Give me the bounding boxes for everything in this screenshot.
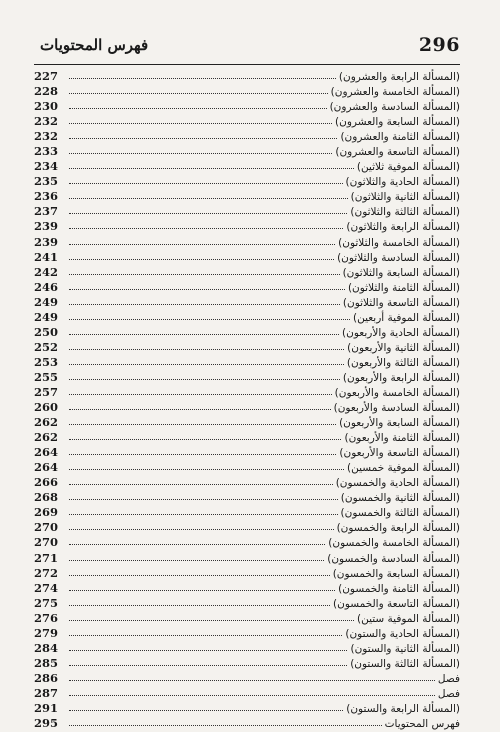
toc-entry [34, 551, 460, 566]
toc-page-number: 230 [34, 99, 59, 114]
toc-entry [34, 235, 460, 250]
toc-entry [34, 159, 460, 174]
dot-leader [69, 355, 344, 365]
dot-leader [69, 490, 338, 500]
dot-leader [69, 189, 348, 199]
toc-page-number: 285 [34, 655, 59, 670]
dot-leader [69, 581, 335, 591]
dot-leader [69, 430, 341, 440]
toc-page-number: 242 [34, 264, 59, 279]
dot-leader [69, 340, 344, 350]
dot-leader [69, 626, 342, 636]
toc-entry-title: (المسألة الخامسة والعشرون) [330, 86, 460, 99]
toc-entry [34, 445, 460, 460]
dot-leader [69, 174, 343, 184]
toc-page-number: 270 [34, 520, 59, 535]
toc-page-number: 269 [34, 505, 59, 520]
dot-leader [69, 686, 435, 696]
table-of-contents [34, 69, 460, 731]
toc-entry-title: (المسألة الحادية والأربعون) [342, 326, 460, 339]
toc-entry-title: (المسألة التاسعة والعشرون) [335, 146, 460, 159]
toc-entry-title: (المسألة الحادية والستون) [345, 627, 460, 640]
dot-leader [69, 280, 345, 290]
toc-entry [34, 370, 460, 385]
dot-leader [69, 84, 328, 94]
toc-entry [34, 641, 460, 656]
dot-leader [69, 701, 343, 711]
dot-leader [69, 144, 332, 154]
toc-entry-title: فصل [437, 687, 460, 700]
toc-entry-title: (المسألة التاسعة والأربعون) [339, 447, 460, 460]
toc-entry-title: (المسألة الرابعة والستون) [346, 702, 460, 715]
toc-page-number: 257 [34, 384, 59, 399]
toc-entry-title: (المسألة الحادية والثلاثون) [345, 176, 460, 189]
toc-page-number: 237 [34, 204, 59, 219]
toc-entry [34, 129, 460, 144]
toc-entry-title: (المسألة الرابعة والأربعون) [342, 371, 460, 384]
toc-entry [34, 671, 460, 686]
page-header [34, 30, 460, 64]
toc-page-number: 250 [34, 324, 59, 339]
toc-entry-title: (المسألة الرابعة والعشرون) [338, 71, 460, 83]
toc-page-number: 249 [34, 294, 59, 309]
toc-page-number: 284 [34, 640, 59, 655]
toc-page-number: 266 [34, 475, 59, 490]
toc-entry [34, 686, 460, 701]
dot-leader [69, 385, 332, 395]
toc-entry [34, 99, 460, 114]
toc-entry-title: (المسألة الثالثة والخمسون) [340, 507, 460, 520]
dot-leader [69, 129, 337, 139]
toc-entry [34, 520, 460, 535]
toc-entry [34, 701, 460, 716]
dot-leader [69, 159, 354, 169]
toc-entry-title: (المسألة التاسعة والخمسون) [333, 597, 460, 610]
toc-entry [34, 566, 460, 581]
toc-page-number: 276 [34, 610, 59, 625]
dot-leader [69, 445, 336, 455]
toc-entry [34, 460, 460, 475]
toc-page-number: 249 [34, 309, 59, 324]
toc-entry [34, 626, 460, 641]
toc-entry-title: (المسألة السابعة والعشرون) [335, 116, 460, 129]
toc-page-number: 264 [34, 445, 59, 460]
dot-leader [69, 460, 344, 470]
toc-entry [34, 716, 460, 731]
toc-entry [34, 250, 460, 265]
toc-entry [34, 656, 460, 671]
toc-page-number: 262 [34, 430, 59, 445]
toc-entry [34, 611, 460, 626]
toc-entry [34, 430, 460, 445]
dot-leader [69, 219, 343, 229]
toc-entry-title: فهرس المحتويات [384, 718, 460, 731]
dot-leader [69, 611, 354, 621]
toc-page-number: 274 [34, 580, 59, 595]
toc-page-number: 239 [34, 234, 59, 249]
toc-entry-title: (المسألة الثامنة والأربعون) [344, 432, 460, 445]
toc-entry-title: (المسألة السادسة والأربعون) [333, 402, 460, 415]
toc-entry [34, 310, 460, 325]
dot-leader [69, 99, 327, 109]
dot-leader [69, 566, 330, 576]
dot-leader [69, 204, 347, 214]
toc-page-number: 236 [34, 189, 59, 204]
toc-entry [34, 280, 460, 295]
toc-entry-title: (المسألة الثالثة والستون) [350, 657, 460, 670]
toc-entry [34, 535, 460, 550]
toc-entry-title: (المسألة السادسة والعشرون) [329, 101, 460, 114]
toc-entry-title: (المسألة التاسعة والثلاثون) [342, 296, 460, 309]
toc-page-number: 268 [34, 490, 59, 505]
toc-entry-title: (المسألة الخامسة والخمسون) [328, 537, 460, 550]
dot-leader [69, 671, 435, 681]
dot-leader [69, 370, 340, 380]
toc-page-number: 253 [34, 354, 59, 369]
toc-entry [34, 415, 460, 430]
toc-page-number: 232 [34, 129, 59, 144]
toc-page-number: 279 [34, 625, 59, 640]
toc-page-number: 295 [34, 716, 59, 731]
toc-page-number: 262 [34, 415, 59, 430]
toc-entry [34, 355, 460, 370]
toc-entry [34, 265, 460, 280]
toc-entry-title: (المسألة الثامنة والعشرون) [340, 131, 460, 144]
toc-page-number: 270 [34, 535, 59, 550]
toc-page-number: 227 [34, 69, 59, 83]
header-rule [34, 64, 460, 65]
toc-page-number: 260 [34, 400, 59, 415]
toc-page-number: 235 [34, 174, 59, 189]
dot-leader [69, 114, 332, 124]
dot-leader [69, 716, 382, 726]
dot-leader [69, 400, 331, 410]
toc-entry-title: (المسألة الموفية ثلاثين) [356, 161, 460, 174]
toc-entry-title: (المسألة السادسة والخمسون) [327, 552, 460, 565]
toc-entry [34, 84, 460, 99]
toc-entry [34, 505, 460, 520]
toc-entry-title: (المسألة الموفية أربعين) [352, 311, 460, 324]
dot-leader [69, 415, 336, 425]
toc-entry-title: (المسألة الموفية ستين) [356, 612, 460, 625]
toc-entry [34, 295, 460, 310]
toc-entry-title: (المسألة السابعة والثلاثون) [342, 266, 460, 279]
dot-leader [69, 535, 325, 545]
toc-entry-title: (المسألة السابعة والخمسون) [332, 567, 460, 580]
page-number: 296 [418, 34, 460, 56]
toc-entry-title: (المسألة الثامنة والخمسون) [338, 582, 460, 595]
dot-leader [69, 505, 338, 515]
dot-leader [69, 520, 334, 530]
toc-entry [34, 204, 460, 219]
dot-leader [69, 295, 340, 305]
toc-entry-title: (المسألة الثانية والثلاثون) [350, 191, 460, 204]
toc-entry [34, 144, 460, 159]
toc-entry-title: (المسألة الموفية خمسين) [347, 462, 460, 475]
toc-entry-title: (المسألة الثالثة والأربعون) [346, 356, 460, 369]
dot-leader [69, 310, 350, 320]
toc-page-number: 234 [34, 159, 59, 174]
toc-entry [34, 219, 460, 234]
toc-entry [34, 400, 460, 415]
toc-entry-title: (المسألة الحادية والخمسون) [335, 477, 460, 490]
dot-leader [69, 475, 333, 485]
toc-entry-title: (المسألة الرابعة والثلاثون) [346, 221, 460, 234]
toc-page-number: 239 [34, 219, 59, 234]
toc-entry-title: (المسألة الثانية والأربعون) [347, 341, 460, 354]
toc-page-number: 255 [34, 369, 59, 384]
toc-page-number: 233 [34, 144, 59, 159]
dot-leader [69, 325, 339, 335]
toc-entry [34, 325, 460, 340]
toc-page-number: 291 [34, 700, 59, 715]
toc-page-number: 246 [34, 279, 59, 294]
toc-entry [34, 596, 460, 611]
toc-entry-title: (المسألة الخامسة والأربعون) [334, 386, 460, 399]
toc-entry-title: (المسألة الثالثة والثلاثون) [350, 206, 460, 219]
toc-entry-title: (المسألة الرابعة والخمسون) [336, 522, 460, 535]
toc-entry-title: (المسألة الثامنة والثلاثون) [347, 281, 460, 294]
toc-entry-title: فصل [437, 672, 460, 685]
toc-entry-title: (المسألة السابعة والأربعون) [339, 417, 460, 430]
toc-entry-title: (المسألة السادسة والثلاثون) [337, 251, 460, 264]
toc-page-number: 252 [34, 339, 59, 354]
dot-leader [69, 250, 334, 260]
toc-page-number: 264 [34, 460, 59, 475]
dot-leader [69, 265, 340, 275]
toc-page-number: 275 [34, 595, 59, 610]
toc-entry [34, 385, 460, 400]
toc-entry [34, 340, 460, 355]
toc-entry [34, 475, 460, 490]
toc-page-number: 228 [34, 84, 59, 99]
running-title: فهرس المحتويات [40, 36, 149, 54]
dot-leader [69, 656, 347, 666]
toc-entry [34, 490, 460, 505]
toc-entry [34, 581, 460, 596]
toc-page-number: 286 [34, 670, 59, 685]
toc-page-number: 232 [34, 114, 59, 129]
toc-page-number: 271 [34, 550, 59, 565]
toc-page-number: 241 [34, 249, 59, 264]
toc-entry [34, 189, 460, 204]
dot-leader [69, 69, 336, 79]
dot-leader [69, 596, 330, 606]
toc-entry [34, 114, 460, 129]
toc-entry-title: (المسألة الثانية والخمسون) [340, 492, 460, 505]
toc-entry-title: (المسألة الخامسة والثلاثون) [338, 236, 460, 249]
toc-entry [34, 69, 460, 84]
toc-entry [34, 174, 460, 189]
toc-entry-title: (المسألة الثانية والستون) [350, 642, 460, 655]
toc-page-number: 272 [34, 565, 59, 580]
dot-leader [69, 641, 347, 651]
dot-leader [69, 235, 335, 245]
dot-leader [69, 551, 324, 561]
toc-page-number: 287 [34, 685, 59, 700]
